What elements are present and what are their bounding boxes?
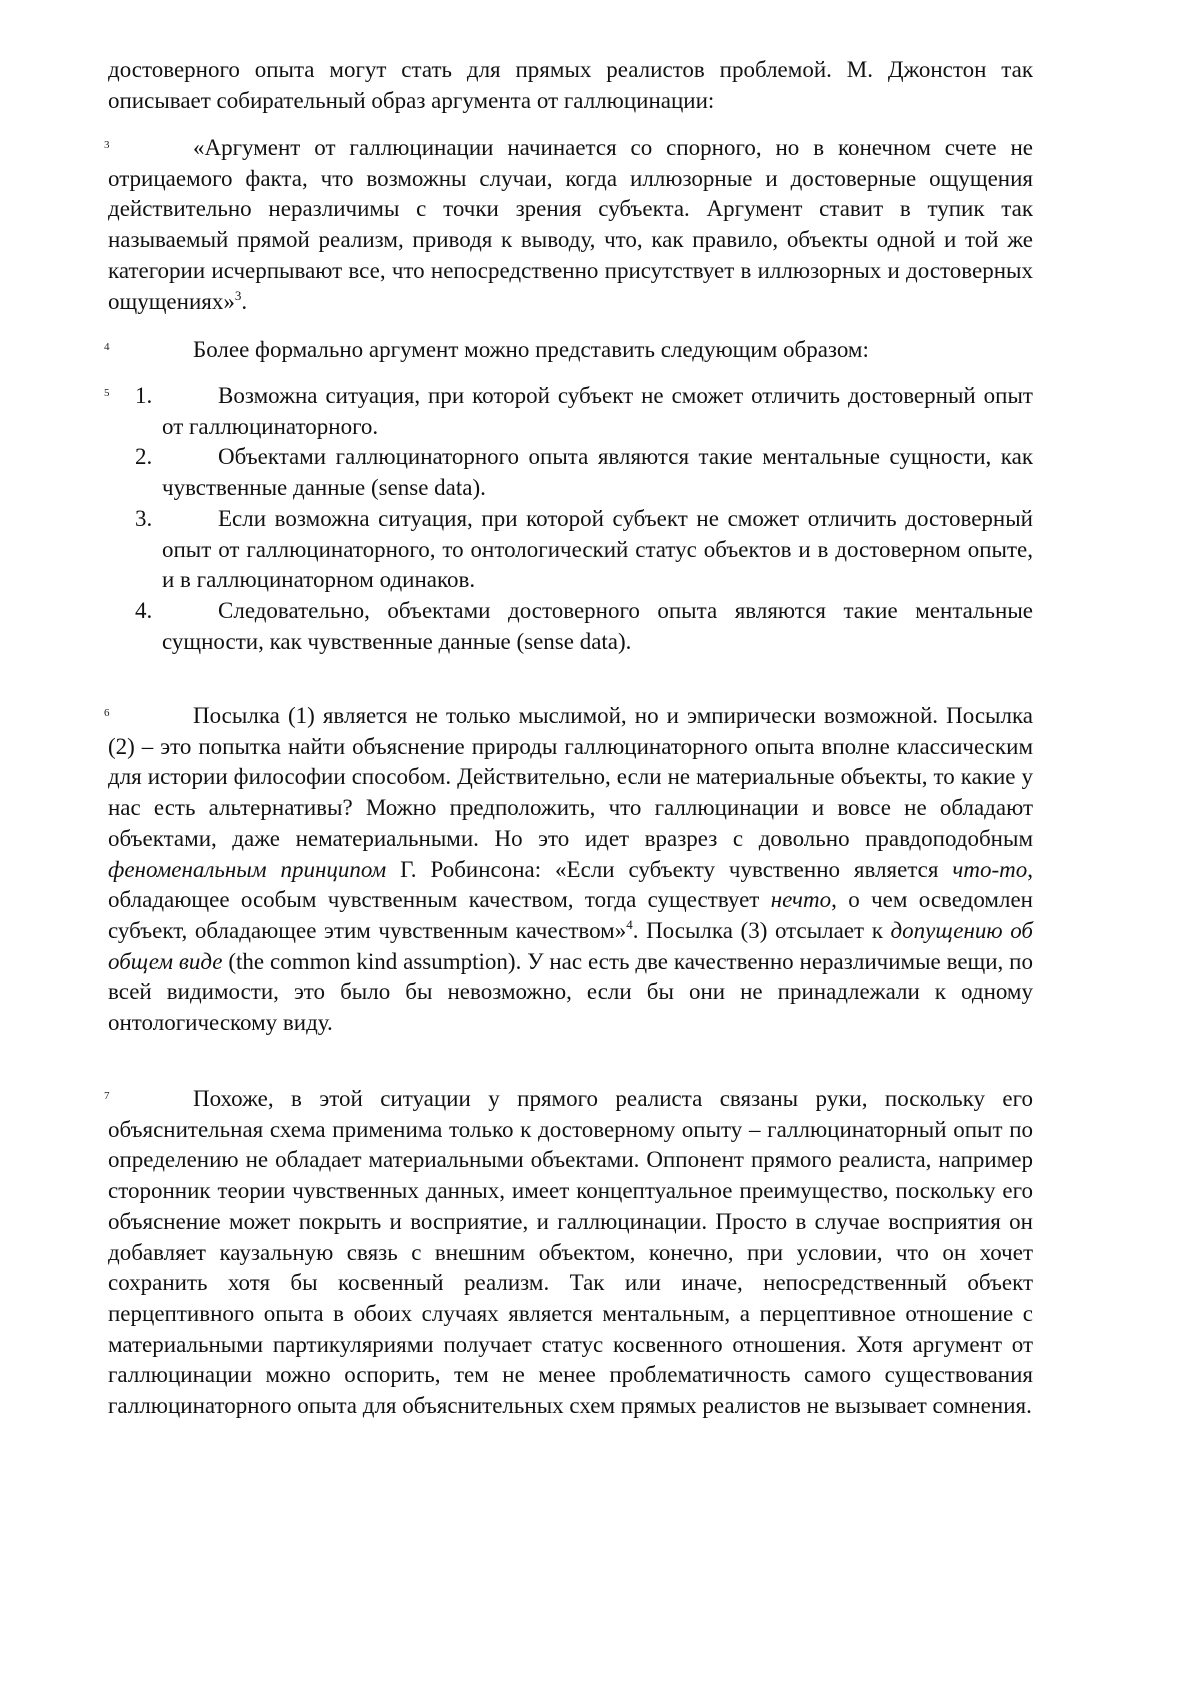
text-run: Г. Робинсона: «Если субъекту чувственно является	[386, 857, 952, 882]
paragraph-text	[108, 1084, 1033, 1422]
list-item	[108, 381, 1033, 442]
list-item-number: 3.	[135, 504, 152, 535]
italic-text: что-то	[952, 857, 1027, 882]
paragraph-continuation	[108, 55, 1033, 116]
text-run: , обладающее особым чувственным качеством, тогда существует	[108, 857, 1033, 913]
list-item-number: 1.	[135, 381, 152, 412]
text-run: достоверного опыта могут стать для прямых реалистов проблемой. М. Джонстон так описывает собирательный образ аргумента от галлюцинации:	[108, 57, 1033, 113]
list-item-text: Объектами галлюцинаторного опыта являются такие ментальные сущности, как чувственные данные (sense data).	[162, 444, 1033, 500]
paragraph-text	[108, 55, 1033, 116]
list-item	[108, 442, 1033, 503]
list-item-number: 2.	[135, 442, 152, 473]
text-run: (the common kind assumption). У нас есть две качественно неразличимые вещи, по всей видимости, это было бы невозможно, если бы они не принадлежали к одному онтологическому виду.	[108, 949, 1033, 1035]
paragraph-conclusion	[108, 1084, 1033, 1422]
paragraph-text	[108, 335, 1033, 366]
paragraph-number: 3	[104, 139, 110, 151]
footnote-ref[interactable]: 4	[626, 917, 633, 932]
paragraph-number: 6	[104, 707, 110, 719]
paragraph-premises	[108, 701, 1033, 1039]
text-run: Более формально аргумент можно представить следующим образом:	[193, 337, 869, 362]
paragraph-number: 4	[104, 341, 110, 353]
paragraph-text	[108, 701, 1033, 1039]
text-run: . Посылка (3) отсылает к	[633, 918, 891, 943]
text-run: «Аргумент от галлюцинации начинается со спорного, но в конечном счете не отрицаемого факта, что возможны случаи, когда иллюзорные и достоверные ощущения действительно неразличимы с точки зрения субъекта. Аргумент ставит в тупик так называемый прямой реализм, приводя к выводу, что, как правило, объекты одной и той же категории исчерпывают все, что непосредственно присутствует в иллюзорных и достоверных ощущениях»	[108, 135, 1033, 314]
text-run: , о чем осведомлен субъект, обладающее этим чувственным качеством»	[108, 887, 1033, 943]
italic-text: допущению об общем виде	[108, 918, 1033, 974]
text-run: Посылка (1) является не только мыслимой, но и эмпирически возможной. Посылка (2) – это попытка найти объяснение природы галлюцинаторного опыта вполне классическим для истории философии способом. Действительно, если не материальные объекты, то какие у нас есть альтернативы? Можно предположить, что галлюцинации и вовсе не обладают объектами, даже нематериальными. Но это идет вразрез с довольно правдоподобным	[108, 703, 1033, 851]
list-item	[108, 596, 1033, 657]
list-item-text: Следовательно, объектами достоверного опыта являются такие ментальные сущности, как чувственные данные (sense data).	[162, 598, 1033, 654]
paragraph-text	[108, 133, 1033, 317]
footnote-ref[interactable]: 3	[235, 288, 242, 303]
paragraph-number: 5	[104, 387, 110, 399]
paragraph-intro	[108, 335, 1033, 366]
argument-list	[108, 381, 1033, 657]
list-item	[108, 504, 1033, 596]
paragraph-number: 7	[104, 1090, 110, 1102]
text-run: .	[241, 289, 247, 314]
list-item-number: 4.	[135, 596, 152, 627]
paragraph-quote	[108, 133, 1033, 317]
italic-text: нечто	[771, 887, 831, 912]
italic-text: феноменальным принципом	[108, 857, 386, 882]
list-item-text: Возможна ситуация, при которой субъект не сможет отличить достоверный опыт от галлюцинаторного.	[162, 383, 1033, 439]
text-run: Похоже, в этой ситуации у прямого реалиста связаны руки, поскольку его объяснительная схема применима только к достоверному опыту – галлюцинаторный опыт по определению не обладает материальными объектами. Оппонент прямого реалиста, например сторонник теории чувственных данных, имеет концептуальное преимущество, поскольку его объяснение может покрыть и восприятие, и галлюцинации. Просто в случае восприятия он добавляет каузальную связь с внешним объектом, конечно, при условии, что он хочет сохранить хотя бы косвенный реализм. Так или иначе, непосредственный объект перцептивного опыта в обоих случаях является ментальным, а перцептивное отношение с материальными партикуляриями получает статус косвенного отношения. Хотя аргумент от галлюцинации можно оспорить, тем не менее проблематичность самого существования галлюцинаторного опыта для объяснительных схем прямых реалистов не вызывает сомнения.	[108, 1086, 1033, 1418]
list-item-text: Если возможна ситуация, при которой субъект не сможет отличить достоверный опыт от галлюцинаторного, то онтологический статус объектов и в достоверном опыте, и в галлюцинаторном одинаков.	[162, 506, 1033, 592]
